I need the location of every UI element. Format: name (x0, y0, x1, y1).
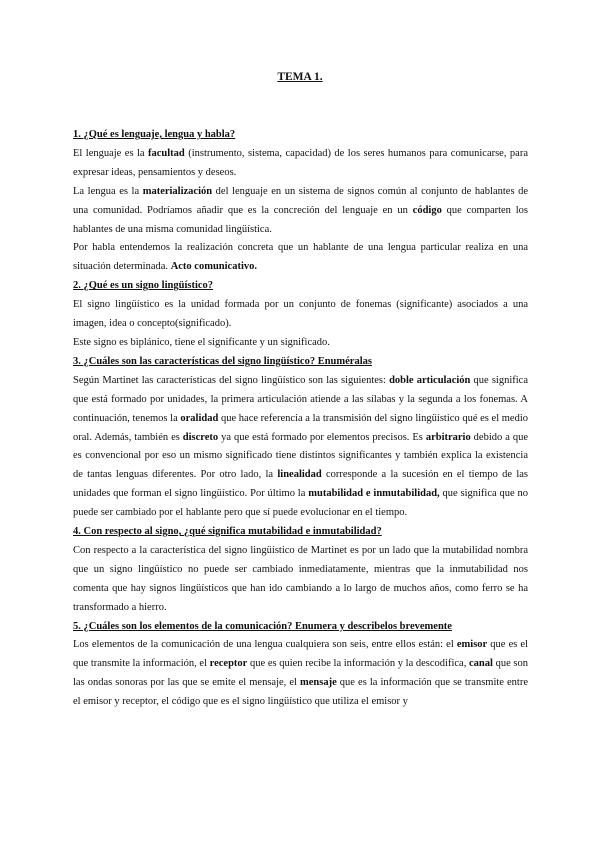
section-heading: 4. Con respecto al signo, ¿qué significa mutabilidad e inmutabilidad? (73, 526, 382, 538)
document-body (73, 126, 528, 712)
paragraph-text: Los elementos de la comunicación de una lengua cualquiera son seis, entre ellos están: el (73, 639, 457, 651)
bold-term: receptor (209, 658, 248, 670)
paragraph-text: (instrumento, sistema, capacidad) de los seres humanos para comunicarse, para expresar ideas, pensamientos y deseos. (73, 147, 528, 178)
section-heading: 1. ¿Qué es lenguaje, lengua y habla? (73, 129, 236, 140)
paragraph-text: que significa que está formado por unidades, la primera articulación atiende a las sílabas y la segunda a los fonemas. A continuación, tenemos la (73, 374, 528, 424)
bold-term: facultad (148, 147, 185, 159)
bold-term: Acto comunicativo. (170, 261, 258, 273)
bold-term: oralidad (180, 412, 219, 424)
paragraph (73, 636, 528, 712)
paragraph (73, 239, 528, 277)
bold-term: arbitrario (425, 431, 471, 443)
bold-term: mensaje (300, 677, 337, 689)
paragraph-text: El lenguaje es la (73, 147, 149, 159)
paragraph-text: que comparten los hablantes de una misma comunidad lingüística. (73, 204, 529, 235)
section-heading: 5. ¿Cuáles son los elementos de la comunicación? Enumera y describelos brevemente (73, 620, 452, 632)
paragraph (73, 542, 528, 618)
bold-term: linealidad (277, 469, 322, 481)
paragraph-text: ya que está formado por elementos precisos. Es (218, 431, 426, 443)
bold-term: mutabilidad e inmutabilidad, (308, 488, 440, 500)
paragraph-text: Por habla entendemos la realización concreta que un hablante de una lengua particular realiza en una situación determinada. (73, 242, 528, 273)
bold-term: materialización (142, 185, 213, 197)
paragraph-text: Con respecto a la característica del signo lingüístico de Martinet es por un lado que la mutabilidad nombra que un signo lingüístico no puede ser cambiado inmediatamente, mientras que la inmutabilidad nos comenta que hay signos lingüísticos que han ido cambiando a lo largo de muchos años, como ferro se ha transformado a hierro. (73, 544, 528, 613)
paragraph (73, 145, 528, 183)
paragraph-text: Este signo es biplánico, tiene el significante y un significado. (73, 336, 330, 348)
paragraph (73, 183, 528, 240)
paragraph (73, 334, 528, 353)
paragraph-text: La lengua es la (73, 185, 143, 197)
paragraph (73, 372, 528, 523)
bold-term: discreto (182, 431, 219, 443)
paragraph (73, 296, 528, 334)
bold-term: emisor (456, 639, 488, 651)
paragraph-text: El signo lingüístico es la unidad formada por un conjunto de fonemas (significante) asociados a una imagen, idea o concepto(significado). (73, 299, 528, 330)
paragraph-text: Según Martinet las características del signo lingüístico son las siguientes: (73, 374, 390, 386)
section-heading: 2. ¿Qué es un signo lingüístico? (73, 280, 214, 292)
page-title: TEMA 1. (277, 71, 323, 83)
paragraph-text: que es quien recibe la información y la descodifica, (247, 658, 469, 670)
paragraph-text: que es la información que se transmite entre el emisor y receptor, el código que es el signo lingüístico que utiliza el emisor y (73, 677, 529, 708)
bold-term: doble articulación (389, 374, 471, 386)
paragraph-text: debido a que es convencional por eso un mismo significado tiene distintos significantes y también explica la existencia de tantas lenguas diferentes. Por otro lado, la (73, 431, 528, 481)
paragraph-text: que son las ondas sonoras por las que se emite el mensaje, el (73, 658, 528, 689)
section-heading: 3. ¿Cuáles son las características del signo lingüístico? Enuméralas (73, 355, 372, 367)
paragraph-text: que es el que transmite la información, el (73, 639, 528, 670)
paragraph-text: del lenguaje en un sistema de signos común al conjunto de hablantes de una comunidad. Podríamos añadir que es la concreción del lenguaje en un (73, 185, 529, 216)
paragraph-text: que hace referencia a la transmisión del signo lingüístico qué es el medio oral. Además, también es (73, 412, 529, 443)
paragraph-text: corresponde a la sucesión en el tiempo de las unidades que forman el signo lingüístico. Por último la (73, 469, 528, 500)
bold-term: canal (469, 658, 493, 670)
bold-term: código (412, 204, 442, 216)
paragraph-text: que significa que no puede ser cambiado por el hablante pero que sí puede evolucionar en el tiempo. (73, 488, 529, 519)
